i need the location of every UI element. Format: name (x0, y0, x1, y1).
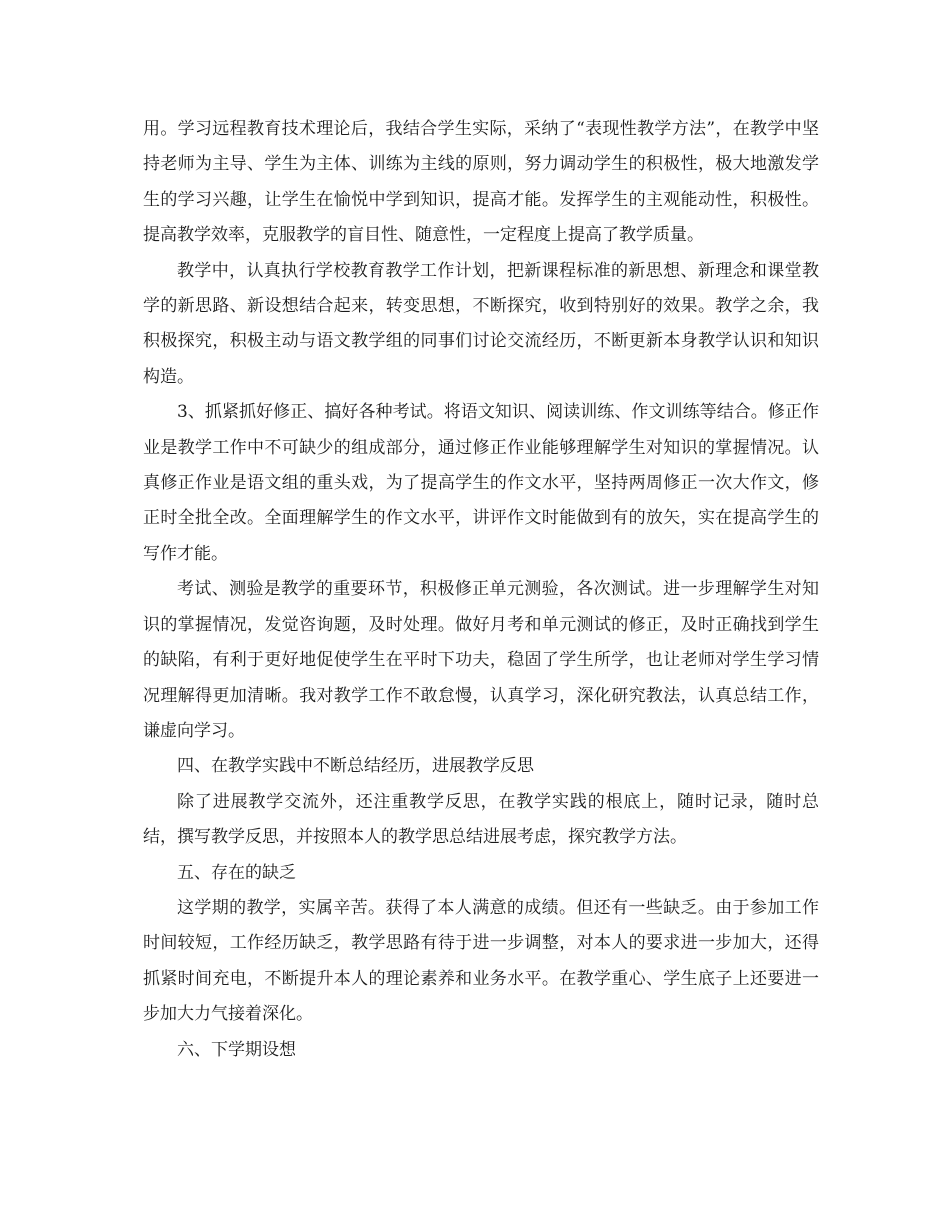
section-heading-6: 六、下学期设想 (177, 1039, 296, 1060)
paragraph-5: 除了进展教学交流外，还注重教学反思，在教学实践的根底上，随时记录，随时总结，撰写教学反思，并按照本人的教学思总结进展考虑，探究教学方法。 (143, 791, 819, 848)
paragraph-2: 教学中，认真执行学校教育教学工作计划，把新课程标准的新思想、新理念和课堂教学的新思路、新设想结合起来，转变思想，不断探究，收到特别好的效果。教学之余，我积极探究，积极主动与语文教学组的同事们讨论交流经历，不断更新本身教学认识和知识构造。 (143, 260, 819, 387)
paragraph-6: 这学期的教学，实属辛苦。获得了本人满意的成绩。但还有一些缺乏。由于参加工作时间较短，工作经历缺乏，教学思路有待于进一步调整，对本人的要求进一步加大，还得抓紧时间充电，不断提升本人的理论素养和业务水平。在教学重心、学生底子上还要进一步加大力气接着深化。 (143, 897, 819, 1025)
paragraph-4: 考试、测验是教学的重要环节，积极修正单元测验，各次测试。进一步理解学生对知识的掌握情况，发觉咨询题，及时处理。做好月考和单元测试的修正，及时正确找到学生的缺陷，有利于更好地促使学生在平时下功夫，稳固了学生所学，也让老师对学生学习情况理解得更加清晰。我对教学工作不敢怠慢，认真学习，深化研究教法，认真总结工作，谦虚向学习。 (143, 579, 819, 741)
document-body (143, 112, 819, 1068)
section-heading-4: 四、在教学实践中不断总结经历，进展教学反思 (177, 756, 534, 777)
section-heading-5: 五、存在的缺乏 (177, 862, 296, 883)
paragraph-1: 用。学习远程教育技术理论后，我结合学生实际，采纳了“表现性教学方法”，在教学中坚持老师为主导、学生为主体、训练为主线的原则，努力调动学生的积极性，极大地激发学生的学习兴趣，让学生在愉悦中学到知识，提高才能。发挥学生的主观能动性，积极性。提高教学效率，克服教学的盲目性、随意性，一定程度上提高了教学质量。 (143, 119, 819, 246)
paragraph-3: 3、抓紧抓好修正、搞好各种考试。将语文知识、阅读训练、作文训练等结合。修正作业是教学工作中不可缺少的组成部分，通过修正作业能够理解学生对知识的掌握情况。认真修正作业是语文组的重头戏，为了提高学生的作文水平，坚持两周修正一次大作文，修正时全批全改。全面理解学生的作文水平，讲评作文时能做到有的放矢，实在提高学生的写作才能。 (143, 402, 819, 564)
